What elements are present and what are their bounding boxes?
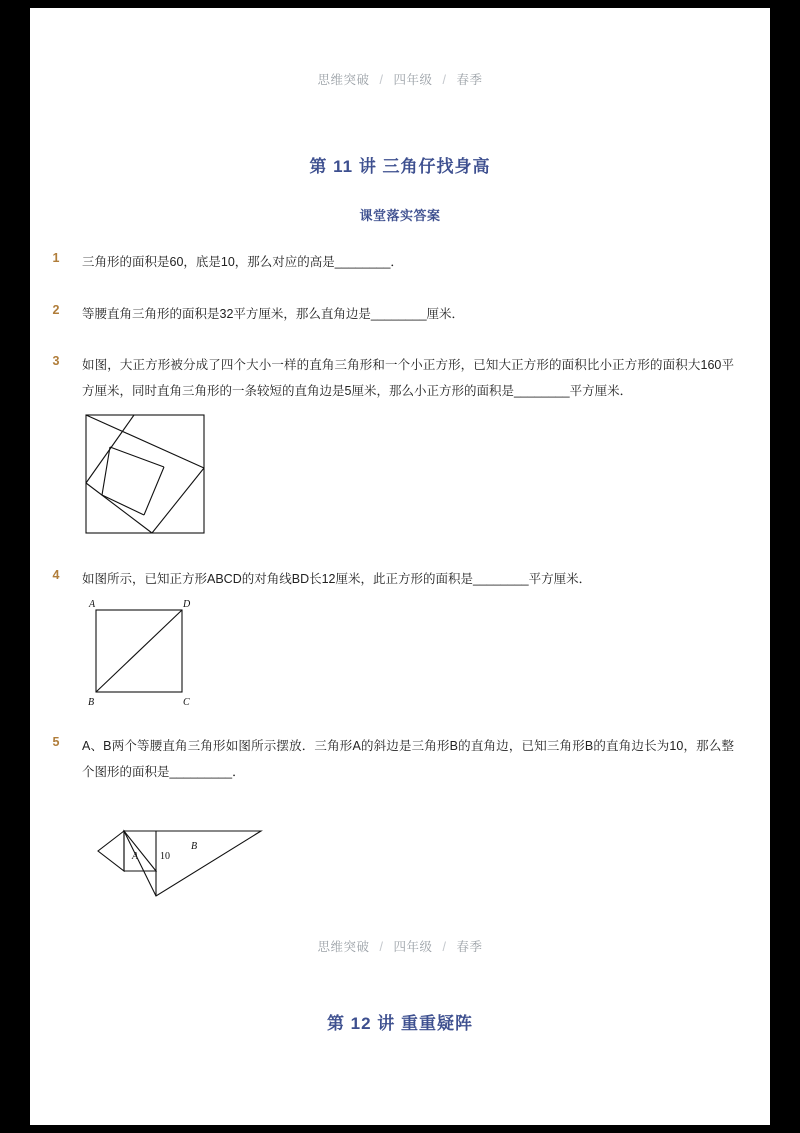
breadcrumb-item-2: 四年级 xyxy=(393,73,433,87)
question-item xyxy=(30,250,770,276)
question-list xyxy=(30,250,770,911)
label-a: A xyxy=(89,599,96,611)
question-number: 1 xyxy=(52,251,60,265)
question-text: 如图所示，已知正方形ABCD的对角线BD长12厘米，此正方形的面积是________平方厘米． xyxy=(82,571,592,586)
question-item xyxy=(30,734,770,911)
label-triangle-a: A xyxy=(132,851,139,863)
footer-breadcrumb xyxy=(30,937,770,955)
breadcrumb-separator: / xyxy=(379,73,384,87)
breadcrumb-item-1: 思维突破 xyxy=(317,73,370,87)
figure-two-triangles xyxy=(96,791,734,911)
question-text: 如图，大正方形被分成了四个大小一样的直角三角形和一个小正方形，已知大正方形的面积比小正方形的面积大160平方厘米，同时直角三角形的一条较短的直角边是5厘米，那么小正方形的面积是________平方厘米． xyxy=(82,358,734,398)
question-number: 2 xyxy=(52,302,60,317)
question-text: A、B两个等腰直角三角形如图所示摆放．三角形A的斜边是三角形B的直角边，已知三角形B的直角边长为10，那么整个图形的面积是_________． xyxy=(82,739,734,779)
page-title: 第 11 讲 三角仔找身高 xyxy=(309,157,491,176)
breadcrumb-item-2: 四年级 xyxy=(393,940,433,955)
question-item xyxy=(30,353,770,540)
breadcrumb-separator: / xyxy=(379,940,384,955)
section-title: 课堂落实答案 xyxy=(359,208,441,223)
question-text: 三角形的面积是60，底是10，那么对应的高是________． xyxy=(82,255,403,269)
question-item xyxy=(30,302,770,328)
question-text: 等腰直角三角形的面积是32平方厘米，那么直角边是________厘米． xyxy=(82,306,465,321)
figure-square-pinwheel xyxy=(82,411,734,541)
label-b: B xyxy=(88,697,95,709)
label-d: D xyxy=(183,599,191,611)
question-number: 4 xyxy=(52,567,60,582)
next-chapter-title: 第 12 讲 重重疑阵 xyxy=(326,1014,474,1034)
breadcrumb-separator: / xyxy=(442,940,447,955)
label-triangle-b: B xyxy=(191,841,198,853)
header-breadcrumb xyxy=(30,70,770,88)
breadcrumb-item-3: 春季 xyxy=(456,940,483,955)
breadcrumb-item-3: 春季 xyxy=(456,73,483,87)
breadcrumb-separator: / xyxy=(442,73,447,87)
question-item xyxy=(30,567,770,709)
label-length-10: 10 xyxy=(160,851,170,863)
breadcrumb-item-1: 思维突破 xyxy=(317,940,370,955)
document-page xyxy=(30,8,770,1125)
question-number: 5 xyxy=(52,735,60,750)
figure-square-abcd xyxy=(82,598,734,708)
question-number: 3 xyxy=(52,354,60,369)
label-c: C xyxy=(183,697,190,709)
